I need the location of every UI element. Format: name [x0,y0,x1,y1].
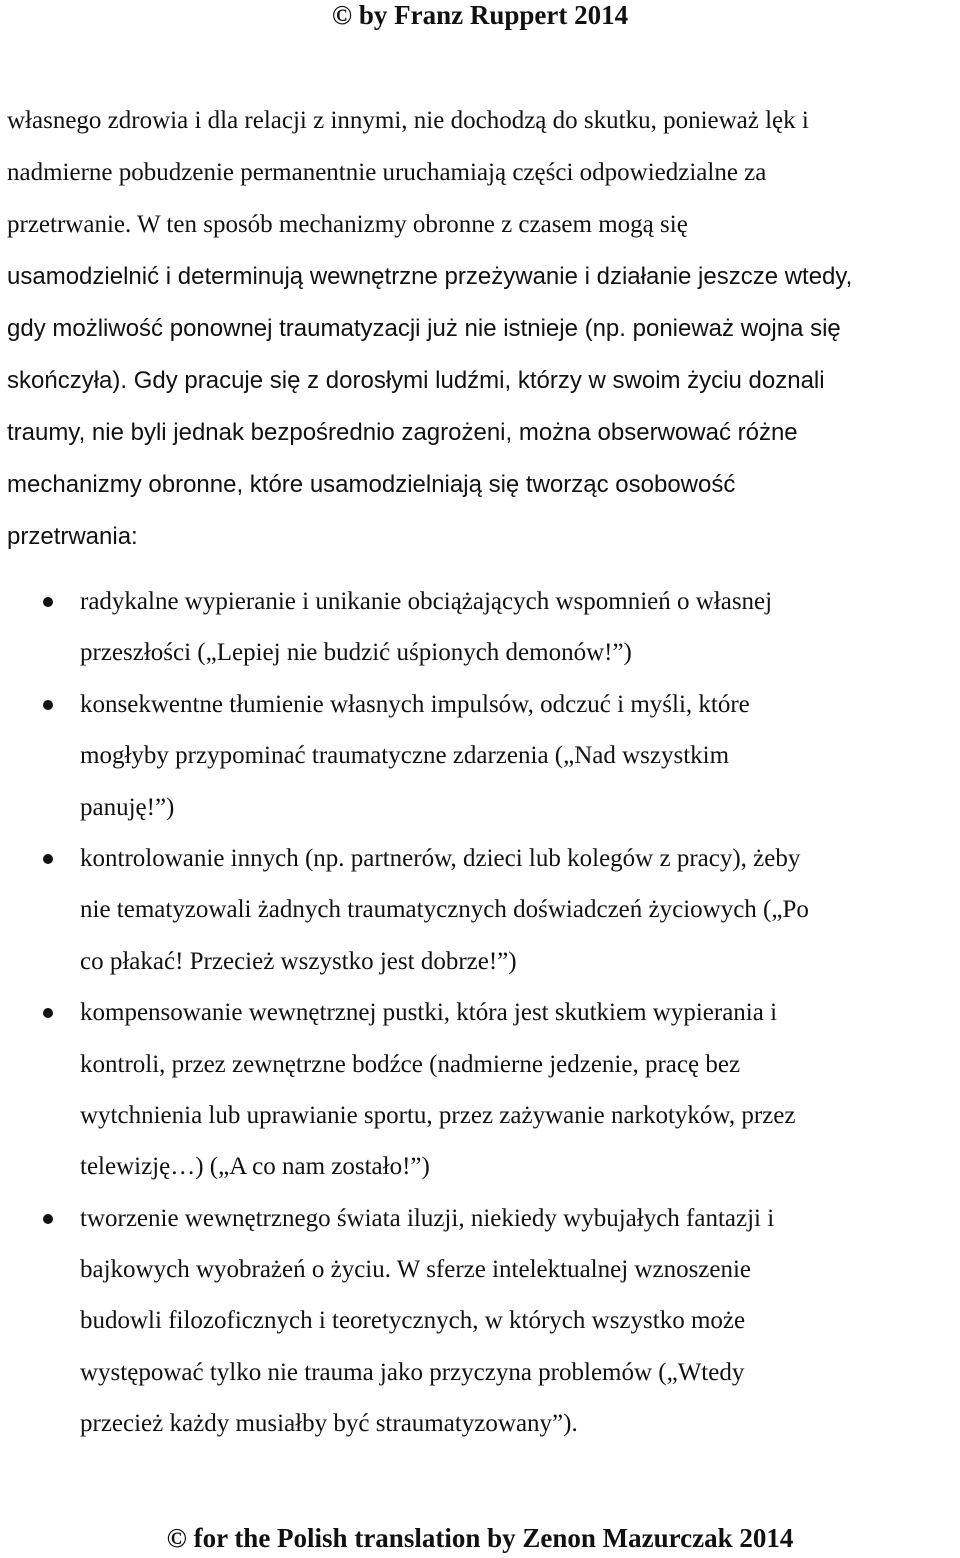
list-item-line: budowli filozoficznych i teoretycznych, w których wszystko może [80,1307,746,1335]
intro-line: przetrwanie. W ten sposób mechanizmy obronne z czasem mogą się [7,211,688,238]
list-item-line: telewizję…) („A co nam zostało!”) [80,1153,430,1181]
intro-line: przetrwania: [7,523,138,550]
intro-line: własnego zdrowia i dla relacji z innymi, nie dochodzą do skutku, ponieważ lęk i [7,107,809,134]
bullet-icon [43,854,53,864]
intro-line: usamodzielnić i determinują wewnętrzne przeżywanie i działanie jeszcze wtedy, [7,263,853,290]
intro-line: traumy, nie byli jednak bezpośrednio zagrożeni, można obserwować różne [7,419,798,446]
list-item-line: kontrolowanie innych (np. partnerów, dzieci lub kolegów z pracy), żeby [80,844,801,872]
list-item-line: konsekwentne tłumienie własnych impulsów, odczuć i myśli, które [80,690,750,718]
list-item-line: bajkowych wyobrażeń o życiu. W sferze intelektualnej wznoszenie [80,1256,752,1284]
list-item-line: panuję!”) [80,793,175,821]
list-item [0,1193,960,1450]
list-item [0,679,960,833]
list-item-line: mogłyby przypominać traumatyczne zdarzenia („Nad wszystkim [80,742,730,770]
intro-line: mechanizmy obronne, które usamodzielniają się tworząc osobowość [7,471,736,498]
intro-line: gdy możliwość ponownej traumatyzacji już nie istnieje (np. ponieważ wojna się [7,315,841,342]
list-item-line: występować tylko nie trauma jako przyczyna problemów („Wtedy [80,1358,745,1386]
list-item-line: przeszłości („Lepiej nie budzić uśpionych demonów!”) [80,639,632,667]
footer-copyright: © for the Polish translation by Zenon Mazurczak 2014 [166,1523,794,1553]
header-copyright: © by Franz Ruppert 2014 [331,0,629,30]
bullet-icon [43,700,53,710]
list-item-line: wytchnienia lub uprawianie sportu, przez zażywanie narkotyków, przez [80,1101,796,1129]
list-item [0,987,960,1193]
intro-paragraph [7,95,955,563]
list-item [0,576,960,679]
bullet-icon [43,1214,53,1224]
bullet-icon [43,1008,53,1018]
list-item-line: tworzenie wewnętrznego świata iluzji, niekiedy wybujałych fantazji i [80,1204,775,1232]
defense-mechanisms-list [0,576,960,1450]
list-item-line: co płakać! Przecież wszystko jest dobrze!”) [80,947,517,975]
list-item-line: kompensowanie wewnętrznej pustki, która jest skutkiem wypierania i [80,999,778,1027]
list-item-line: kontroli, przez zewnętrzne bodźce (nadmierne jedzenie, pracę bez [80,1050,741,1078]
list-item [0,833,960,987]
list-item-line: nie tematyzowali żadnych traumatycznych doświadczeń życiowych („Po [80,896,809,924]
intro-line: nadmierne pobudzenie permanentnie uruchamiają części odpowiedzialne za [7,159,767,186]
intro-line: skończyła). Gdy pracuje się z dorosłymi ludźmi, którzy w swoim życiu doznali [7,367,825,394]
list-item-line: przecież każdy musiałby być straumatyzowany”). [80,1410,578,1438]
bullet-icon [43,597,53,607]
list-item-line: radykalne wypieranie i unikanie obciążających wspomnień o własnej [80,588,773,615]
